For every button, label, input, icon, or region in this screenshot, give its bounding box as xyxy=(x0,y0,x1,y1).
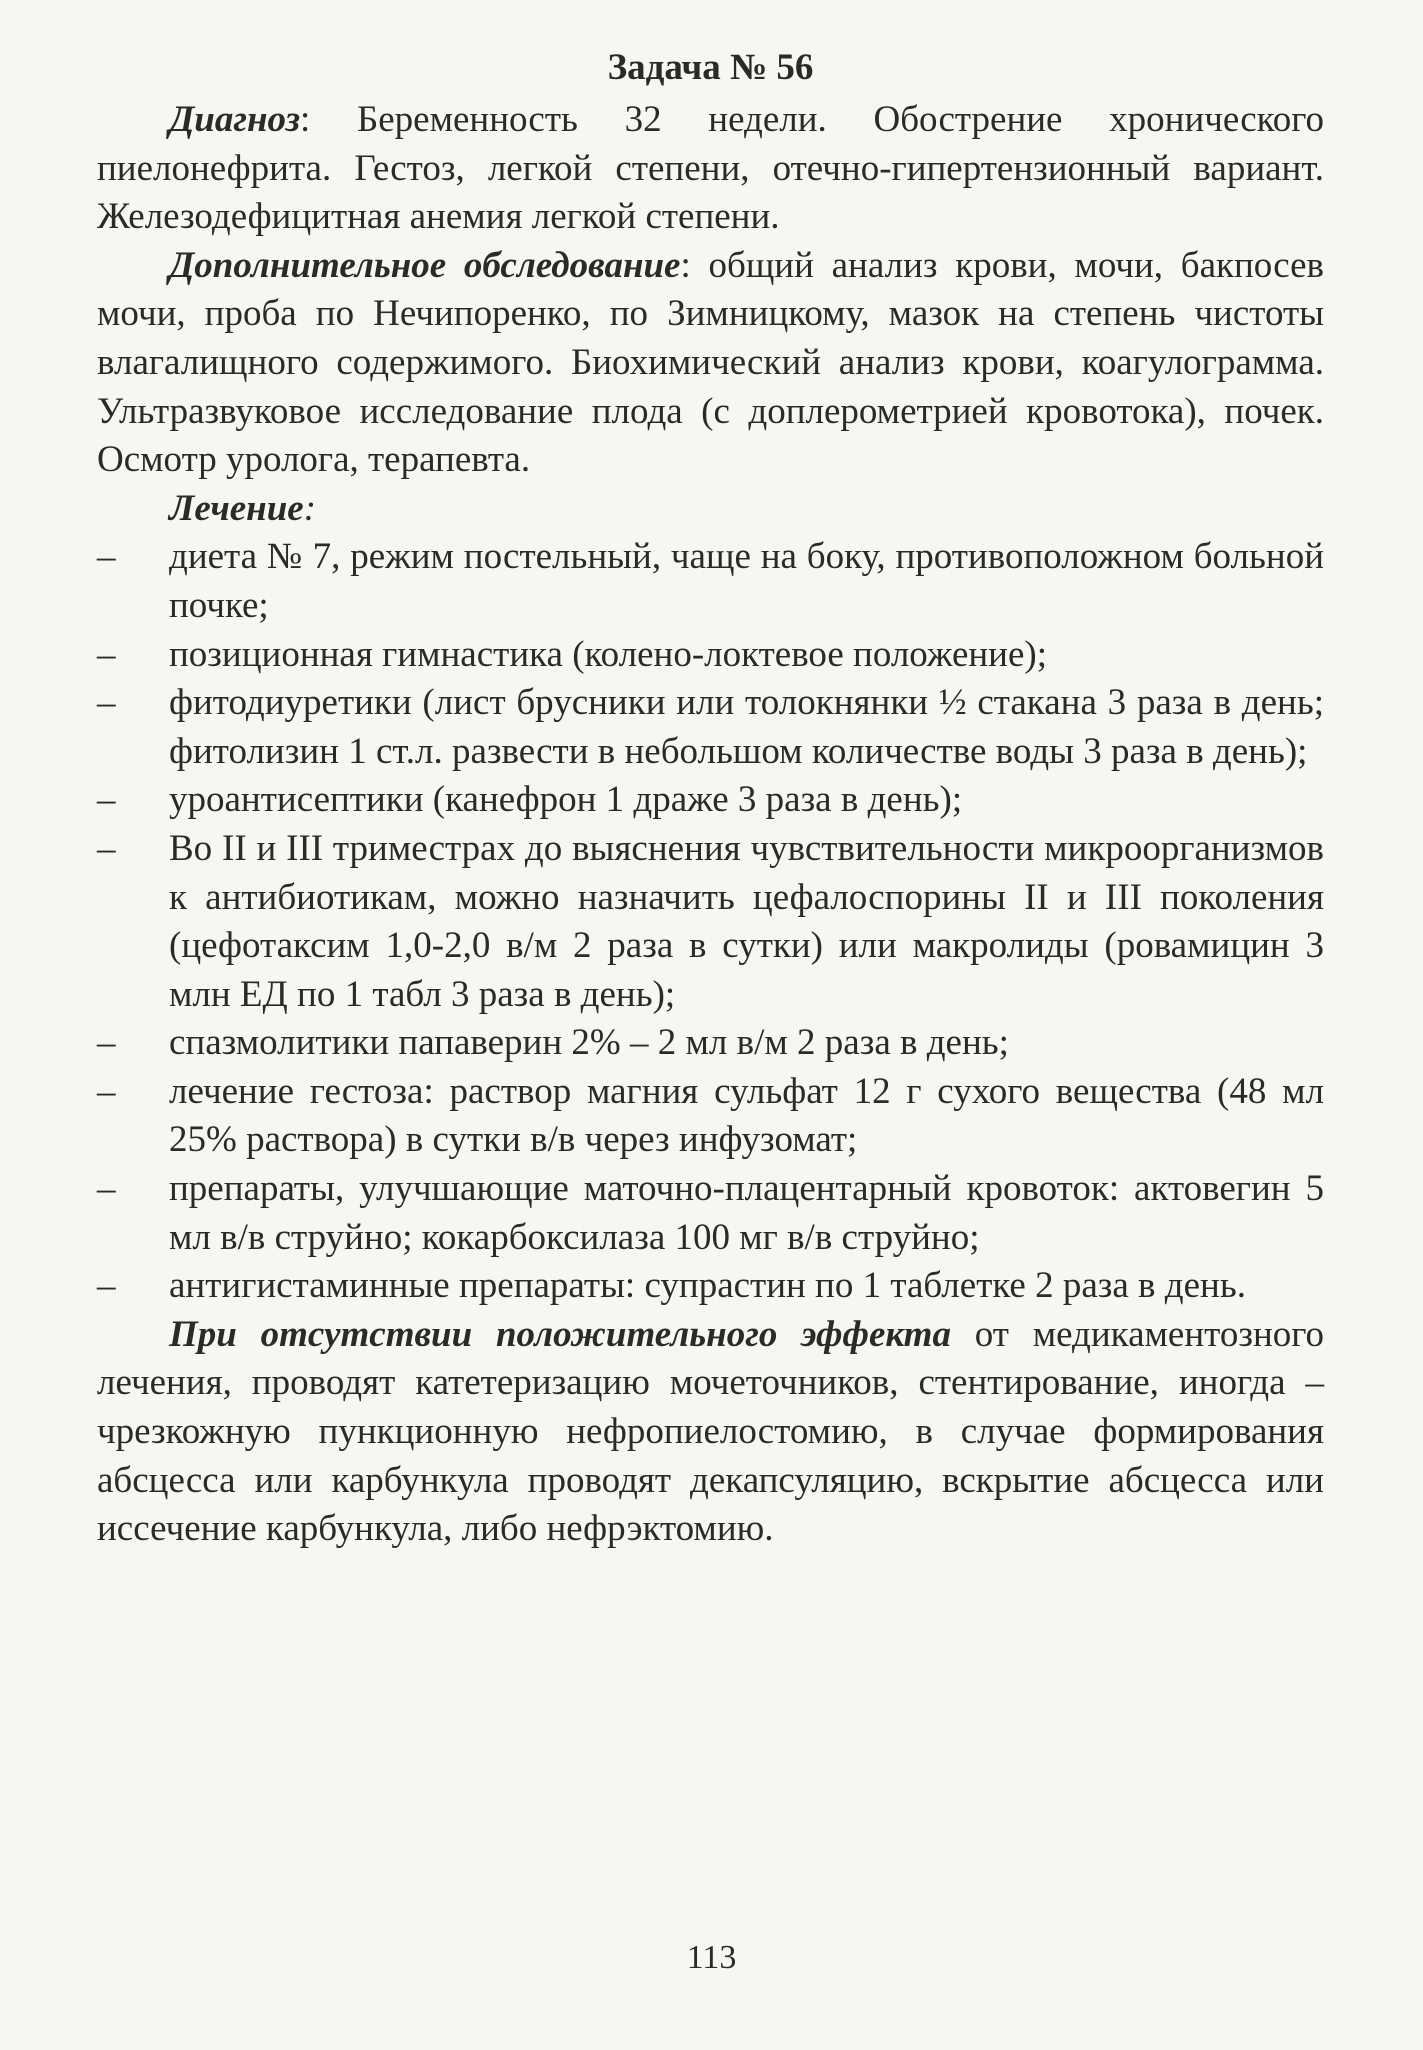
treatment-item-text: фитодиуретики (лист брусники или толокнянки ½ стакана 3 раза в день; фитолизин 1 ст.л. развести в небольшом количестве воды 3 раза в день); xyxy=(169,682,1324,772)
exam-text: : общий анализ крови, мочи, бакпосев мочи, проба по Нечипоренко, по Зимницкому, мазок на степень чистоты влагалищного содержимого. Биохимический анализ крови, коагулограмма. Ультразвуковое исследование плода (с доплерометрией кровотока), почек. Осмотр уролога, терапевта. xyxy=(97,244,1324,481)
dash-bullet: – xyxy=(97,633,116,675)
dash-bullet: – xyxy=(97,827,116,869)
diagnosis-label: Диагноз xyxy=(169,99,300,140)
conclusion-paragraph xyxy=(97,1311,1324,1554)
treatment-item-text: позиционная гимнастика (колено-локтевое положение); xyxy=(169,633,1048,675)
treatment-item xyxy=(97,679,1324,776)
treatment-item xyxy=(97,1165,1324,1262)
dash-bullet: – xyxy=(97,1168,116,1210)
treatment-item-text: лечение гестоза: раствор магния сульфат 12 г сухого вещества (48 мл 25% раствора) в сутки в/в через инфузомат; xyxy=(169,1070,1324,1161)
dash-bullet: – xyxy=(97,536,116,578)
exam-paragraph xyxy=(97,242,1324,485)
treatment-item-text: спазмолитики папаверин 2% – 2 мл в/м 2 раза в день; xyxy=(169,1022,1009,1064)
treatment-colon: : xyxy=(303,487,317,529)
treatment-item-text: диета № 7, режим постельный, чаще на боку, противоположном больной почке; xyxy=(169,536,1324,626)
treatment-list xyxy=(97,533,1324,1311)
treatment-item-text: Во II и III триместрах до выяснения чувствительности микроорганизмов к антибиотикам, можно назначить цефалоспорины II и III поколения (цефотаксим 1,0-2,0 в/м 2 раза в сутки) или макролиды (ровамицин 3 млн ЕД по 1 табл 3 раза в день); xyxy=(169,827,1324,1015)
treatment-item xyxy=(97,631,1324,680)
treatment-item xyxy=(97,1068,1324,1165)
treatment-item xyxy=(97,776,1324,825)
conclusion-text: от медикаментозного лечения, проводят катетеризацию мочеточников, стентирование, иногда – чрезкожную пункционную нефропиелостомию, в случае формирования абсцесса или карбункула проводят декапсуляцию, вскрытие абсцесса или иссечение карбункула, либо нефрэктомию. xyxy=(97,1313,1325,1550)
treatment-heading xyxy=(169,485,1324,534)
treatment-item-text: уроантисептики (канефрон 1 драже 3 раза в день); xyxy=(169,779,963,821)
exam-label: Дополнительное обследование xyxy=(169,244,681,286)
treatment-item xyxy=(97,533,1324,630)
treatment-item xyxy=(97,825,1324,1019)
treatment-item xyxy=(97,1262,1324,1311)
task-title: Задача № 56 xyxy=(607,47,814,88)
dash-bullet: – xyxy=(97,1265,116,1307)
dash-bullet: – xyxy=(97,1022,116,1064)
treatment-item xyxy=(97,1019,1324,1068)
diagnosis-paragraph xyxy=(97,96,1324,242)
diagnosis-text: : Беременность 32 недели. Обострение хронического пиелонефрита. Гестоз, легкой степени, отечно-гипертензионный вариант. Железодефицитная анемия легкой степени. xyxy=(97,99,1324,238)
treatment-item-text: антигистаминные препараты: супрастин по 1 таблетке 2 раза в день. xyxy=(169,1265,1246,1307)
dash-bullet: – xyxy=(97,1070,116,1112)
conclusion-label: При отсутствии положительного эффекта xyxy=(169,1313,951,1355)
book-page xyxy=(97,44,1324,1554)
dash-bullet: – xyxy=(97,682,116,724)
dash-bullet: – xyxy=(97,779,116,821)
page-number: 113 xyxy=(686,1939,737,1976)
treatment-label: Лечение xyxy=(169,487,304,529)
treatment-item-text: препараты, улучшающие маточно-плацентарный кровоток: актовегин 5 мл в/в струйно; кокарбоксилаза 100 мг в/в струйно; xyxy=(169,1168,1324,1258)
